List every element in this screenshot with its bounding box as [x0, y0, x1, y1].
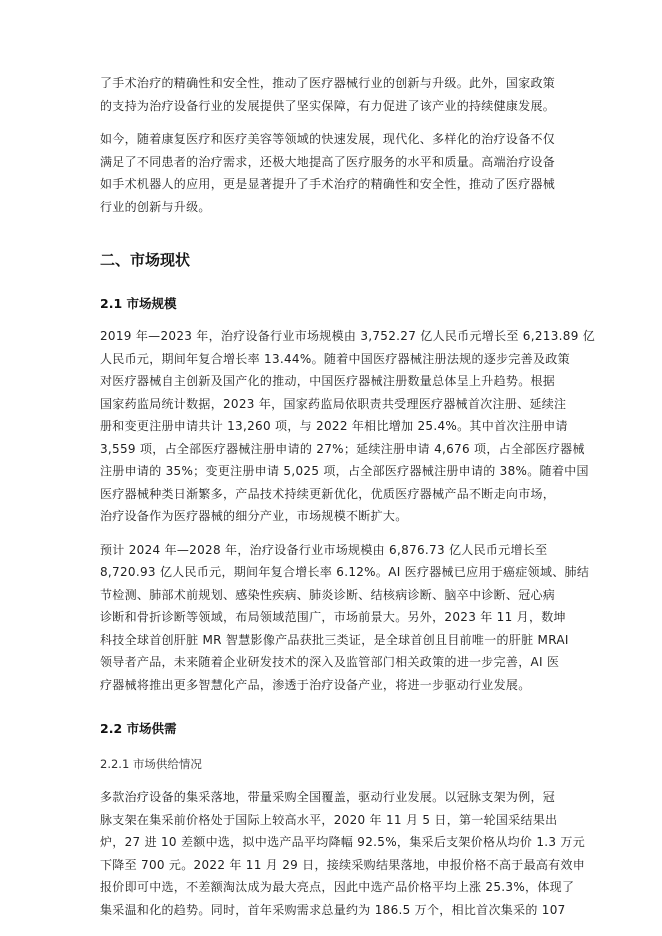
section-heading-market-status: 二、市场现状: [100, 251, 191, 269]
text-line: 如手术机器人的应用，更是显著提升了手术治疗的精确性和安全性，推动了医疗器械: [100, 177, 556, 191]
text-line: 人民币元，期间年复合增长率 13.44%。随着中国医疗器械注册法规的逐步完善及政策: [100, 351, 570, 366]
text-line: 了手术治疗的精确性和安全性，推动了医疗器械行业的创新与升级。此外，国家政策: [100, 76, 556, 90]
text-line: 报价即可中选，不差额淘汰成为最大亮点，因此中选产品价格平均上涨 25.3%，体现了: [100, 880, 575, 894]
text-line: 3,559 项，占全部医疗器械注册申请的 27%；延续注册申请 4,676 项，占全部医疗器械: [100, 441, 585, 456]
text-line: 诊断和骨折诊断等领域，布局领域范围广，市场前景大。另外，2023 年 11 月，数坤: [100, 610, 566, 624]
text-line: 治疗设备作为医疗器械的细分产业，市场规模不断扩大。: [100, 509, 408, 523]
text-line: 下降至 700 元。2022 年 11 月 29 日，接续采购结果落地，申报价格不高于最高有效申: [100, 857, 586, 872]
intro-paragraph-2: [100, 128, 562, 218]
text-line: 节检测、肺部术前规划、感染性疾病、肺炎诊断、结核病诊断、脑卒中诊断、冠心病: [100, 587, 556, 602]
text-line: 预计 2024 年—2028 年，治疗设备行业市场规模由 6,876.73 亿人民币元增长至: [100, 542, 548, 557]
text-line: 脉支架在集采前价格处于国际上较高水平，2020 年 11 月 5 日，第一轮国采结果出: [100, 812, 558, 827]
text-line: 疗器械将推出更多智慧化产品，渗透于治疗设备产业，将进一步驱动行业发展。: [100, 677, 531, 692]
market-size-paragraph-1: [100, 325, 596, 528]
text-line: 领导者产品，未来随着企业研发技术的深入及监管部门相关政策的进一步完善，AI 医: [100, 655, 560, 669]
text-line: 满足了不同患者的治疗需求，还极大地提高了医疗服务的水平和质量。高端治疗设备: [100, 154, 556, 169]
text-line: 册和变更注册申请共计 13,260 项，与 2022 年相比增加 25.4%。其中首次注册申请: [100, 419, 568, 433]
text-line: 2019 年—2023 年，治疗设备行业市场规模由 3,752.27 亿人民币元增长至 6,213.89 亿: [100, 329, 596, 343]
subsubsection-heading-supply: 2.2.1 市场供给情况: [100, 757, 202, 771]
text-line: 国家药监局统计数据，2023 年，国家药监局依职责共受理医疗器械首次注册、延续注: [100, 396, 567, 411]
text-line: 科技全球首创肝脏 MR 智慧影像产品获批三类证，是全球首创且目前唯一的肝脏 MRAI: [100, 632, 569, 647]
intro-paragraph-1: [100, 72, 562, 117]
market-size-paragraph-2: [100, 539, 590, 697]
text-line: 行业的创新与升级。: [100, 199, 211, 214]
text-line: 对医疗器械自主创新及国产化的推动，中国医疗器械注册数量总体呈上升趋势。根据: [100, 374, 556, 388]
text-line: 注册申请的 35%；变更注册申请 5,025 项，占全部医疗器械注册申请的 38%。随着中国: [100, 464, 589, 478]
supply-paragraph-1: [100, 786, 586, 921]
text-line: 炉，27 进 10 差额中选，拟中选产品平均降幅 92.5%，集采后支架价格从均价 1.3 万元: [100, 835, 586, 849]
subsection-heading-supply-demand: 2.2 市场供需: [100, 721, 177, 736]
text-line: 如今，随着康复医疗和医疗美容等领域的快速发展，现代化、多样化的治疗设备不仅: [100, 132, 556, 146]
text-line: 集采温和化的趋势。同时，首年采购需求总量约为 186.5 万个，相比首次集采的 107: [100, 902, 566, 917]
subsection-heading-market-size: 2.1 市场规模: [100, 296, 177, 311]
text-line: 8,720.93 亿人民币元，期间年复合增长率 6.12%。AI 医疗器械已应用于癌症领域、肺结: [100, 565, 590, 579]
text-line: 的支持为治疗设备行业的发展提供了坚实保障，有力促进了该产业的持续健康发展。: [100, 98, 556, 113]
text-line: 医疗器械种类日渐繁多，产品技术持续更新优化，优质医疗器械产品不断走向市场，: [100, 486, 556, 501]
text-line: 多款治疗设备的集采落地，带量采购全国覆盖，驱动行业发展。以冠脉支架为例，冠: [100, 790, 556, 804]
